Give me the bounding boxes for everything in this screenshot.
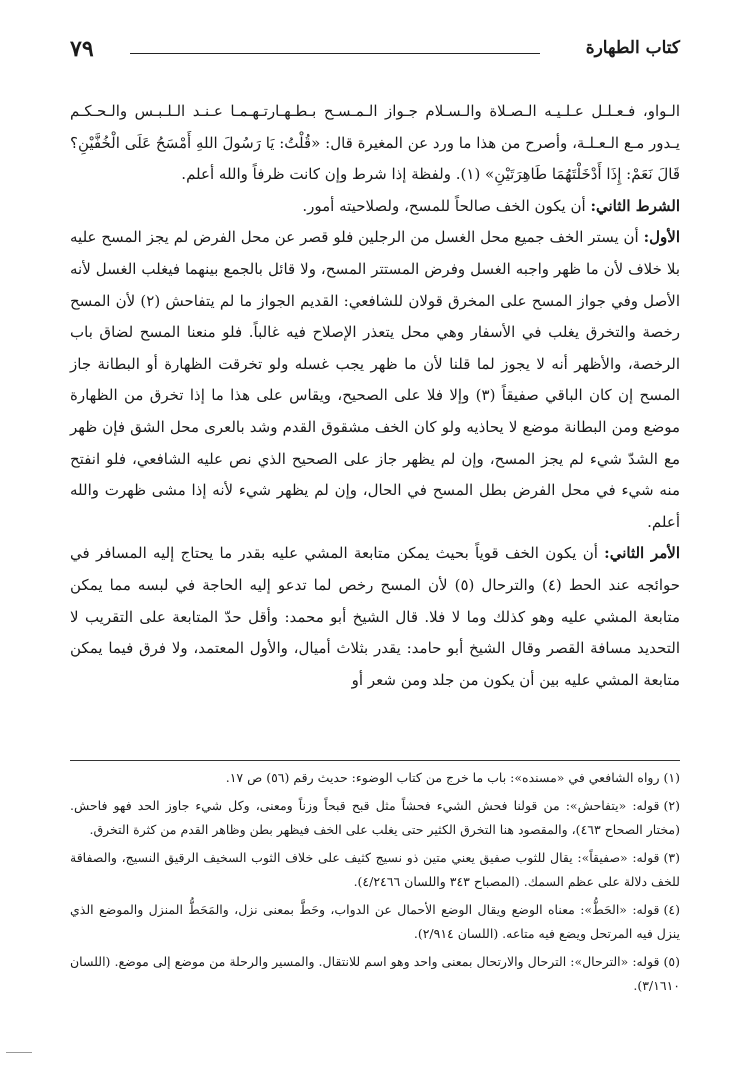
paragraph-lead: الأول: [643,228,680,247]
footnote-separator [70,760,680,761]
footnote-number: (١) [663,770,680,785]
page-header [70,38,680,66]
paragraph-lead: الشرط الثاني: [590,196,680,215]
page-number: ٧٩ [70,36,94,62]
footnote-number: (٤) [663,901,680,917]
paragraph [70,191,680,223]
footnotes [70,766,680,1002]
footnote-text: قوله: «الترحال»: الترحال والارتحال بمعنى واحد وهو اسم للانتقال. والمسير والرحلة من موضع إلى موضع. (اللسان ٣/١٦١٠). [70,953,680,993]
main-text [70,96,680,696]
footnote-text: قوله: «صفيقاً»: يقال للثوب صفيق يعني متين ذو نسيج كثيف على خلاف الثوب السخيف الرقيق النسيج، والصفاقة للخف دلالة على عظم السمك. (المصباح ٣٤٣ واللسان ٤/٢٤٦٦). [70,849,680,889]
paragraph-text: أن يكون الخف صالحاً للمسح، ولصلاحيته أمور. [302,196,591,215]
header-rule [130,53,540,54]
footnote [70,950,680,999]
footnote [70,794,680,843]
footnote-text: قوله: «الحَطُّ»: معناه الوضع ويقال الوضع الأحمال عن الدواب، وحَطَّ بمعنى نزل، والمَحَطُّ المنزل والموضع الذي ينزل فيه المرتحل ويضع فيه متاعه. (اللسان ٢/٩١٤). [70,901,680,941]
footnote [70,846,680,895]
paragraph [70,538,680,696]
margin-scan-mark [6,1052,32,1053]
footnote-text: رواه الشافعي في «مسنده»: باب ما خرج من كتاب الوضوء: حديث رقم (٥٦) ص ١٧. [225,770,660,785]
footnote-number: (٥) [663,953,680,969]
running-title: كتاب الطهارة [585,38,680,58]
paragraph-text: أن يستر الخف جميع محل الغسل من الرجلين فلو قصر عن محل الفرض لم يجز المسح عليه بلا خلاف لأن ما ظهر واجبه الغسل وفرض المستتر المسح، ولا قائل بالجمع بينهما فيغلب الغسل لأنه الأصل وفي جواز المسح على المخرق قولان للشافعي: القديم الجواز ما لم يتفاحش (٢) لأن المسح رخصة والتخرق يغلب في الأسفار وهي محل يتعذر الإصلاح فيه غالباً. فلو منعنا المسح لضاق باب الرخصة، والأظهر أنه لا يجوز لما قلنا لأن ما ظهر يجب غسله ولو تخرقت الظهارة أو البطانة جاز المسح إن كان الباقي صفيقاً (٣) وإلا فلا على الصحيح، ويقاس على هذا ما إذا تخرق من الظهارة موضع ومن البطانة موضع لا يحاذيه ولو كان الخف مشقوق القدم وشد بالعرى محل الشق فإن ظهر مع الشدّ شيء لم يجز المسح، وإن لم يظهر جاز على الصحيح الذي نص عليه الشافعي، فلو انفتح منه شيء في محل الفرض بطل المسح في الحال، وإن لم يظهر شيء لأنه إذا مشى ظهرت والله أعلم. [70,228,680,531]
footnote-number: (٢) [663,797,680,813]
footnote-number: (٣) [663,849,680,865]
footnote-text: قوله: «يتفاحش»: من قولنا فحش الشيء فحشاً مثل قبح قبحاً وزناً ومعنى، وكل شيء جاوز الحد فهو فاحش. (مختار الصحاح ٤٦٣)، والمقصود هنا التخرق الكثير حتى يغلب على الخف فيظهر بطن وظاهر القدم من كثرة التخرق. [70,797,680,837]
paragraph-lead: الأمر الثاني: [604,544,680,563]
footnote [70,898,680,947]
paragraph [70,222,680,538]
paragraph-text: الـواو، فـعـلـل عـلـيـه الـصـلاة والـسـلام جـواز الـمـسـح بـطـهـارتـهـمـا عـنـد الـلـبـس والـحـكـم يـدور مـع الـعـلـة، وأصرح من هذا ما ورد عن المغيرة قال: «قُلْتُ: يَا رَسُولَ اللهِ أَمْسَحُ عَلَى الْخُفَّيْنِ؟ قَالَ نَعَمْ: إِذَا أَدْخَلْتَهُمَا طَاهِرَتَيْنِ» (١). ولفظة إذا شرط وإن كانت ظرفاً والله أعلم. [70,102,680,184]
footnote [70,766,680,791]
paragraph [70,96,680,191]
paragraph-text: أن يكون الخف قوياً بحيث يمكن متابعة المشي عليه بقدر ما يحتاج إليه المسافر في حوائجه عند الحط (٤) والترحال (٥) لأن المسح رخص لما تدعو إليه الحاجة في لبسه مما يمكن متابعة المشي عليه وهو كذلك وما لا فلا. قال الشيخ أبو محمد: وأقل حدّ المتابعة على التقريب لا التحديد مسافة القصر وقال الشيخ أبو حامد: يقدر بثلاث أميال، والأول المعتمد، ولا فرق فيما يمكن متابعة المشي عليه بين أن يكون من جلد ومن شعر أو [70,544,681,689]
